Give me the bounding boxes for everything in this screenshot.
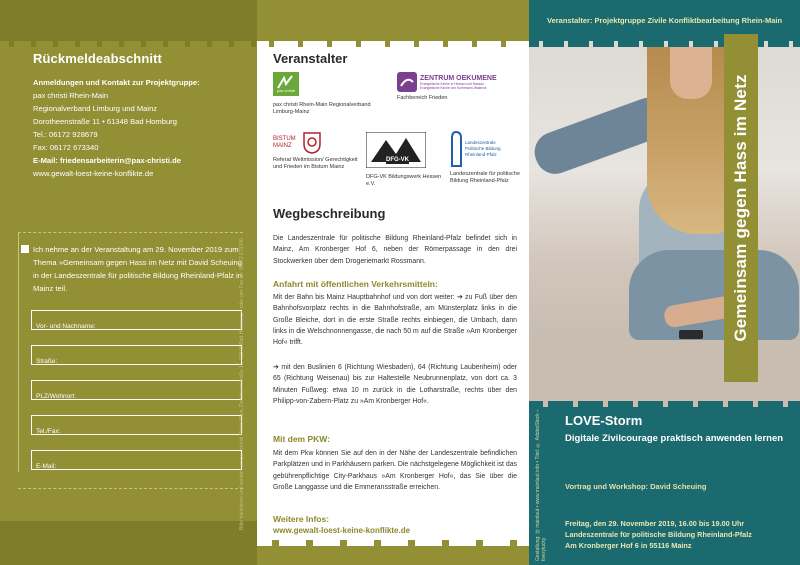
contact-web[interactable]: www.gewalt-loest-keine-konflikte.de — [33, 169, 154, 178]
route-heading: Wegbeschreibung — [273, 206, 386, 221]
logo3-caption: Referat Weltmission/ Gerechtigkeit und Frieden im Bistum Mainz — [273, 157, 358, 170]
event-details — [565, 518, 797, 551]
vertical-note: Bitte frankieren und senden an: pax christi Rhein-Main, Dorotheenstraße 11, 61348 Bad Homburg – oder per Fax an: 06172 673340 — [239, 238, 245, 530]
bottom-strip — [0, 521, 257, 565]
info-heading: Weitere Infos: — [273, 514, 330, 524]
contact-fax: Fax: 06172 673340 — [33, 143, 99, 152]
participation-checkbox-row[interactable] — [33, 243, 243, 295]
pax-christi-logo-icon — [273, 72, 393, 99]
transit-heading: Anfahrt mit öffentlichen Verkehrsmitteln: — [273, 279, 438, 289]
info-link[interactable]: www.gewalt-loest-keine-konflikte.de — [273, 526, 411, 535]
zentrum-oekumene-logo-text: ZENTRUM OEKUMENE — [420, 74, 497, 82]
contact-street: Dorotheenstraße 11 • 61348 Bad Homburg — [33, 117, 177, 126]
torn-edge-bottom — [257, 543, 529, 565]
pax-christi-logo-text: pax christi — [277, 88, 296, 93]
lpb-logo-text: Landeszentrale Politische Bildung Rheinland-Pfalz — [465, 140, 501, 157]
zentrum-oekumene-logo-sub: Evangelische Kirche in Hessen und Nassau · Evangelische Kirche von Kurhessen-Waldeck — [420, 81, 487, 90]
vertical-credit: Gestaltung: Ⓜ mainlaut • www.mainlaut.info • Titel: © AdobeStock – tiverylucky — [535, 409, 547, 561]
cover-title: Gemeinsam gegen Hass im Netz — [731, 74, 750, 342]
contact-org2: Regionalverband Limburg und Mainz — [33, 104, 158, 113]
cut-line-vertical — [18, 232, 19, 472]
logo5-caption: Landeszentrale für politische Bildung Rheinland-Pfalz — [450, 171, 521, 184]
event-venue: Landeszentrale für politische Bildung Rheinland-Pfalz — [565, 530, 752, 539]
logo-zentrum-oekumene — [397, 72, 517, 102]
name-field[interactable]: Vor- und Nachname: — [31, 310, 242, 330]
logo-pax-christi — [273, 72, 393, 116]
phone-fax-field[interactable]: Tel./Fax: — [31, 415, 242, 435]
logo-lpb-rlp — [450, 130, 520, 185]
car-text: Mit dem Pkw können Sie auf den in der Nähe der Landeszentrale befindlichen Parkplätzen und in Parkhäusern parken. Die nächstgelegene Möglichkeit ist das gebührenpflichtige City-Parkhaus »Am Kronberger Hof«, das Sie über die Große Langgasse und die Emmeransstraße erreichen. — [273, 450, 517, 491]
cover-organizer: Veranstalter: Projektgruppe Zivile Konfliktbearbeitung Rhein-Main — [547, 16, 783, 25]
bistum-mainz-logo-text: BISTUM MAINZ — [273, 136, 296, 149]
photo-face — [670, 44, 712, 99]
lpb-logo-icon — [450, 130, 520, 168]
torn-edge-top — [0, 0, 257, 44]
participation-checkbox[interactable] — [21, 245, 29, 253]
email-field[interactable]: E-Mail: — [31, 450, 242, 470]
response-panel — [0, 0, 257, 565]
route-intro: Die Landeszentrale für politische Bildung Rheinland-Pfalz befindet sich in Mainz, Am Kronberger Hof 6, neben der Römerpassage in den drei Stockwerken über dem Drogeriemarkt Rossmann. — [273, 235, 517, 265]
bistum-mainz-logo-icon — [273, 132, 363, 154]
car-heading: Mit dem PKW: — [273, 434, 330, 444]
transit-text-1: Mit der Bahn bis Mainz Hauptbahnhof und von dort weiter: ➔ zu Fuß über den Bahnhofsvorplatz rechts in die Bahnhofstraße, am Münsterplatz links in die Große Bleiche, dort in die erste Straße rechts einbiegen, die Umbach, dann links in die Welschnonnengasse, die nach 50 m auf die Straße »Am Kronberger Hof« trifft. — [273, 294, 517, 347]
logo-bistum-mainz — [273, 132, 363, 171]
event-speaker: Vortrag und Workshop: David Scheuing — [565, 482, 707, 491]
phone-icon — [679, 330, 703, 339]
cover-panel — [529, 0, 800, 565]
event-address: Am Kronberger Hof 6 in 55116 Mainz — [565, 541, 692, 550]
city-field[interactable]: PLZ/Wohnort: — [31, 380, 242, 400]
contact-org1: pax christi Rhein-Main — [33, 91, 109, 100]
organizer-heading: Veranstalter — [273, 51, 348, 66]
event-date: Freitag, den 29. November 2019, 16.00 bis 19.00 Uhr — [565, 519, 745, 528]
contact-email[interactable]: E-Mail: friedensarbeiterin@pax-christi.de — [33, 156, 181, 165]
zentrum-oekumene-logo-icon — [397, 72, 517, 92]
logo4-caption: DFG-VK Bildungswerk Hessen e.V. — [366, 174, 442, 187]
dfg-vk-logo-text: DFG-VK — [386, 157, 409, 163]
participation-text: Ich nehme an der Veranstaltung am 29. November 2019 zum Thema »Gemeinsam gegen Hass im Netz mit David Scheuing in der Landeszentrale für politische Bildung Rheinland-Pfalz in Mainz teil. — [33, 245, 242, 293]
contact-block — [33, 76, 243, 180]
dfg-vk-logo-icon — [366, 132, 446, 171]
logo-dfg-vk — [366, 132, 446, 188]
event-subtitle: Digitale Zivilcourage praktisch anwenden lernen — [565, 433, 784, 444]
street-field[interactable]: Straße: — [31, 345, 242, 365]
info-panel — [257, 0, 529, 565]
torn-edge-top — [257, 0, 529, 44]
transit-text-2: ➔ mit den Buslinien 6 (Richtung Wiesbaden), 64 (Richtung Laubenheim) oder 65 (Richtung Weisenau) bis zur Haltestelle Neubrunnenplatz, von dort ca. 3 Minuten Fußweg: etwa 10 m zurück in die Lotharstraße, rechts über den Philipp-von-Zabern-Platz zu »Am Kronberger Hof«. — [273, 364, 517, 405]
contact-heading: Anmeldungen und Kontakt zur Projektgruppe: — [33, 78, 200, 87]
cut-line-bottom — [18, 488, 243, 489]
contact-phone: Tel.: 06172 928679 — [33, 130, 98, 139]
photo-knees — [629, 250, 799, 340]
photo-floor — [529, 340, 800, 404]
cut-line — [18, 232, 243, 233]
event-title: LOVE-Storm — [565, 413, 643, 428]
logo2-caption: Fachbereich Frieden — [397, 95, 448, 101]
logo1-caption: pax christi Rhein-Main Regionalverband Limburg-Mainz — [273, 102, 371, 115]
response-title: Rückmeldeabschnitt — [33, 51, 162, 66]
